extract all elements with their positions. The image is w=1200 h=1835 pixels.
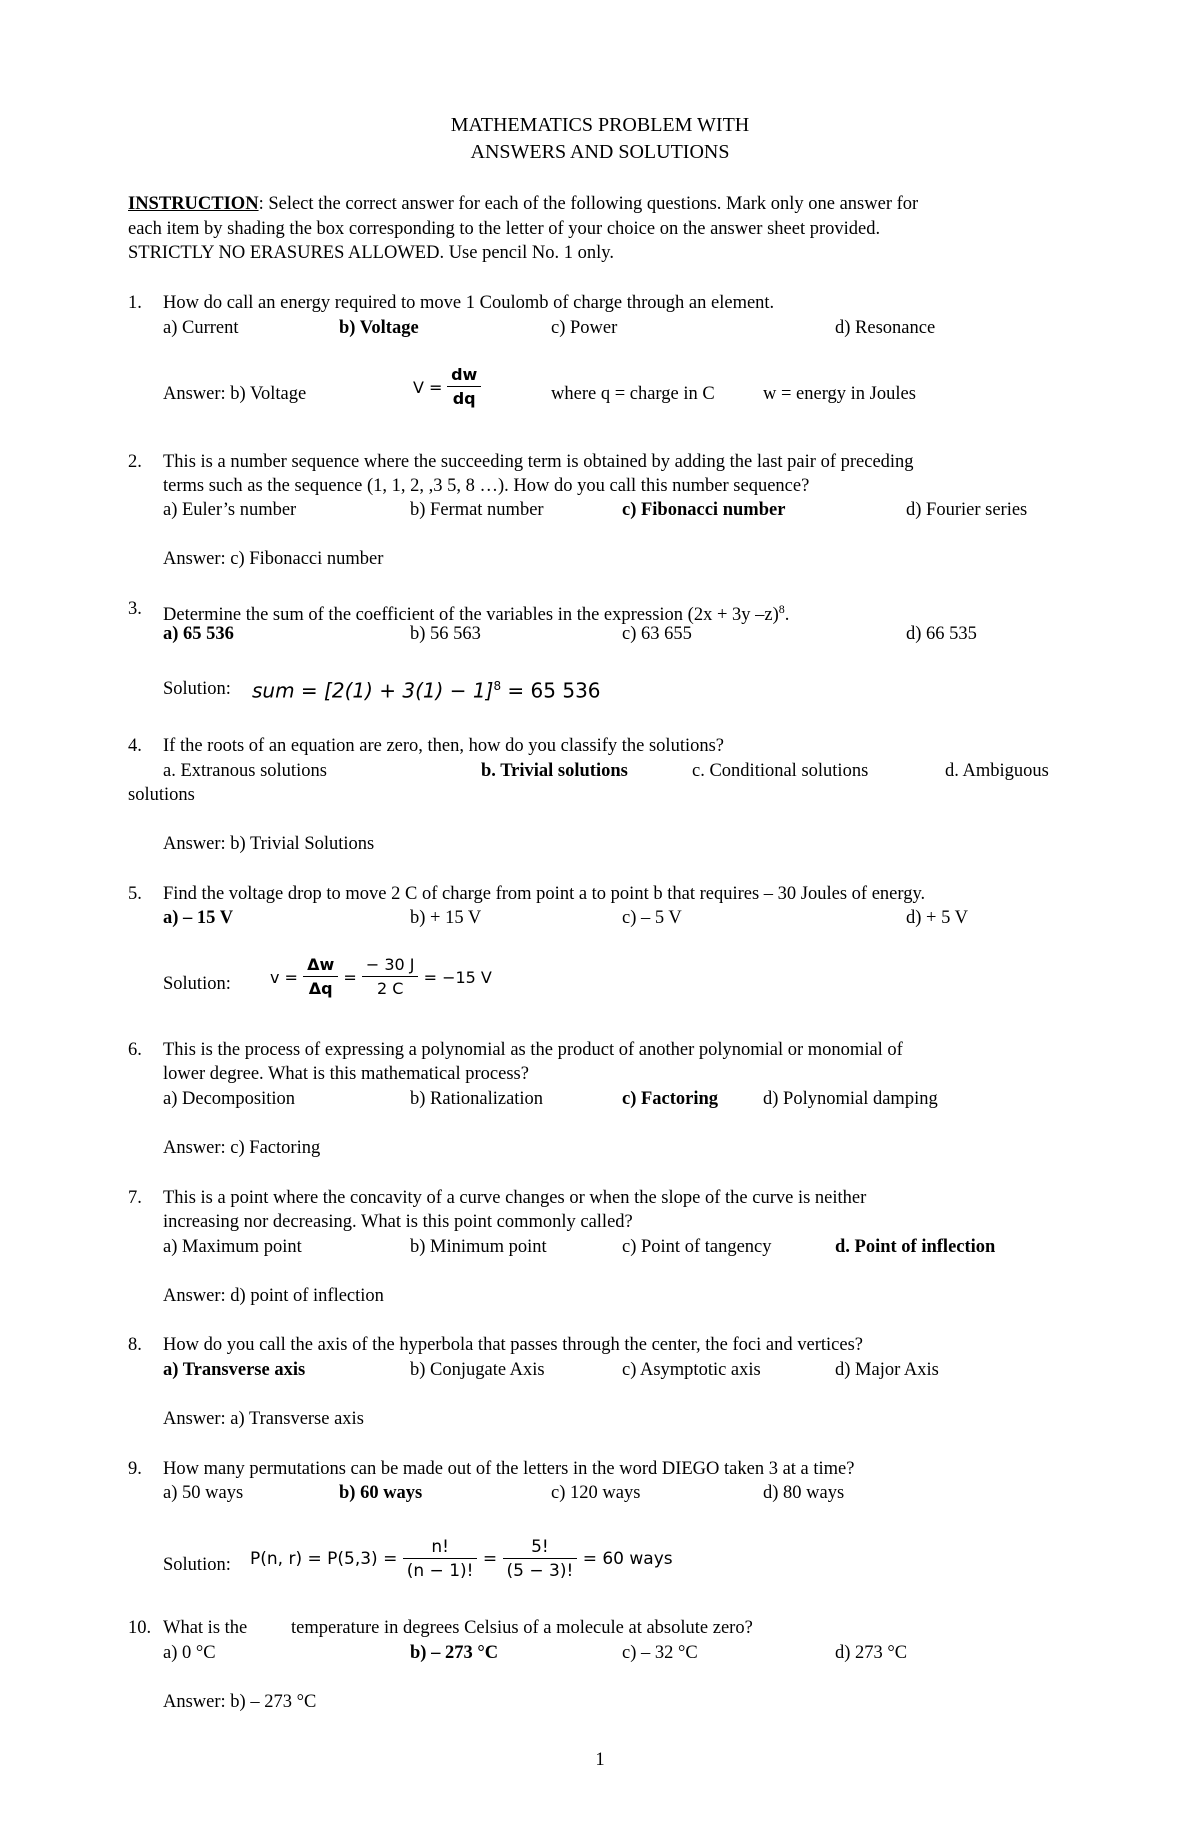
q5-choice-d: d) + 5 V (906, 908, 968, 928)
q6-choice-c: c) Factoring (622, 1089, 719, 1109)
title-line-2: ANSWERS AND SOLUTIONS (470, 141, 730, 163)
q1-note-energy: w = energy in Joules (763, 384, 916, 404)
q9-number: 9. (128, 1459, 142, 1479)
q4-choice-d: d. Ambiguous (945, 761, 1049, 781)
q7-choice-a: a) Maximum point (163, 1237, 302, 1257)
q2-line-2: terms such as the sequence (1, 1, 2, ,3 5, 8 …). How do you call this number sequence? (163, 476, 810, 496)
q2-choice-a: a) Euler’s number (163, 500, 297, 520)
q10-number: 10. (128, 1618, 152, 1638)
q1-answer: Answer: b) Voltage (163, 384, 307, 404)
q3-choice-c: c) 63 655 (622, 624, 692, 644)
q3-solution-label: Solution: (163, 679, 231, 699)
q5-choice-a: a) – 15 V (163, 908, 234, 928)
q6-choice-a: a) Decomposition (163, 1089, 296, 1109)
q3-choice-b: b) 56 563 (410, 624, 481, 644)
page-number: 1 (595, 1750, 605, 1770)
q6-number: 6. (128, 1040, 142, 1060)
q6-line-2: lower degree. What is this mathematical process? (163, 1064, 529, 1084)
q2-choice-d: d) Fourier series (906, 500, 1028, 520)
q5-number: 5. (128, 884, 142, 904)
q9-choice-c: c) 120 ways (551, 1483, 641, 1503)
q8-choice-c: c) Asymptotic axis (622, 1360, 761, 1380)
q6-answer: Answer: c) Factoring (163, 1138, 321, 1158)
q8-text: How do you call the axis of the hyperbola that passes through the center, the foci and vertices? (163, 1335, 863, 1355)
q1-text: How do call an energy required to move 1 Coulomb of charge through an element. (163, 293, 775, 313)
q2-line-1: This is a number sequence where the succeeding term is obtained by adding the last pair of preceding (163, 452, 914, 472)
q9-choice-b: b) 60 ways (339, 1483, 423, 1503)
q4-answer: Answer: b) Trivial Solutions (163, 834, 375, 854)
q7-choice-c: c) Point of tangency (622, 1237, 772, 1257)
q2-choice-c: c) Fibonacci number (622, 500, 786, 520)
q1-number: 1. (128, 293, 142, 313)
q3-choice-a: a) 65 536 (163, 624, 234, 644)
q3-choice-d: d) 66 535 (906, 624, 977, 644)
q7-line-1: This is a point where the concavity of a curve changes or when the slope of the curve is neither (163, 1188, 867, 1208)
instruction-label: INSTRUCTION (128, 194, 259, 214)
q3-number: 3. (128, 599, 142, 619)
q6-choice-b: b) Rationalization (410, 1089, 544, 1109)
q7-choice-b: b) Minimum point (410, 1237, 547, 1257)
q5-text: Find the voltage drop to move 2 C of charge from point a to point b that requires – 30 Joules of energy. (163, 884, 926, 904)
q1-choice-d: d) Resonance (835, 318, 936, 338)
instruction-line-1: INSTRUCTION: Select the correct answer for each of the following questions. Mark only one answer for (128, 194, 919, 214)
q9-text: How many permutations can be made out of the letters in the word DIEGO taken 3 at a time? (163, 1459, 855, 1479)
q8-choice-d: d) Major Axis (835, 1360, 939, 1380)
q4-choice-a: a. Extranous solutions (163, 761, 327, 781)
q9-solution-label: Solution: (163, 1555, 231, 1575)
title-line-1: MATHEMATICS PROBLEM WITH (450, 114, 750, 136)
q4-number: 4. (128, 736, 142, 756)
q10-choice-b: b) – 273 °C (410, 1643, 499, 1663)
q6-line-1: This is the process of expressing a polynomial as the product of another polynomial or monomial of (163, 1040, 903, 1060)
q5-choice-c: c) – 5 V (622, 908, 682, 928)
q5-choice-b: b) + 15 V (410, 908, 482, 928)
q10-text-a: What is the (163, 1618, 248, 1638)
q9-solution-formula: P(n, r) = P(5,3) = $\frac{n!}{(n - 1)!}$ = $\frac{5!}{(5 - 3)!}$ = 60 ways (250, 1537, 673, 1581)
q8-answer: Answer: a) Transverse axis (163, 1409, 364, 1429)
q10-choice-d: d) 273 °C (835, 1643, 908, 1663)
q1-choice-a: a) Current (163, 318, 239, 338)
q7-number: 7. (128, 1188, 142, 1208)
q8-choice-b: b) Conjugate Axis (410, 1360, 545, 1380)
q7-line-2: increasing nor decreasing. What is this point commonly called? (163, 1212, 633, 1232)
q7-answer: Answer: d) point of inflection (163, 1286, 384, 1306)
q2-answer: Answer: c) Fibonacci number (163, 549, 384, 569)
q4-choice-b: b. Trivial solutions (481, 761, 628, 781)
q7-choice-d: d. Point of inflection (835, 1237, 996, 1257)
q1-formula: V = $\frac{dw}{dq}$ (413, 364, 481, 411)
q9-choice-d: d) 80 ways (763, 1483, 845, 1503)
q4-text: If the roots of an equation are zero, then, how do you classify the solutions? (163, 736, 725, 756)
q2-number: 2. (128, 452, 142, 472)
q5-solution-formula: v = $\frac{\Delta w}{\Delta q}$ = $\frac{- 30 J}{2 C}$ = −15 V (270, 955, 492, 998)
q8-number: 8. (128, 1335, 142, 1355)
q8-choice-a: a) Transverse axis (163, 1360, 306, 1380)
q1-choice-b: b) Voltage (339, 318, 419, 338)
instruction-line-3: STRICTLY NO ERASURES ALLOWED. Use pencil No. 1 only. (128, 243, 614, 263)
q1-note-charge: where q = charge in C (551, 384, 715, 404)
q4-choice-d-wrap: solutions (128, 785, 195, 805)
q9-choice-a: a) 50 ways (163, 1483, 244, 1503)
q3-solution-formula: sum = $[2(1) + 3(1) - 1]^8 = 65$ 536 (252, 678, 601, 703)
q10-answer: Answer: b) – 273 °C (163, 1692, 317, 1712)
q5-solution-label: Solution: (163, 974, 231, 994)
q2-choice-b: b) Fermat number (410, 500, 544, 520)
q1-choice-c: c) Power (551, 318, 618, 338)
q4-choice-c: c. Conditional solutions (692, 761, 869, 781)
q10-choice-c: c) – 32 °C (622, 1643, 698, 1663)
q3-text: Determine the sum of the coefficient of the variables in the expression (2x + 3y –z)$^8$. (163, 602, 790, 626)
q10-text-b: temperature in degrees Celsius of a molecule at absolute zero? (291, 1618, 753, 1638)
instruction-line-2: each item by shading the box corresponding to the letter of your choice on the answer sheet provided. (128, 219, 881, 239)
q6-choice-d: d) Polynomial damping (763, 1089, 938, 1109)
q10-choice-a: a) 0 °C (163, 1643, 216, 1663)
